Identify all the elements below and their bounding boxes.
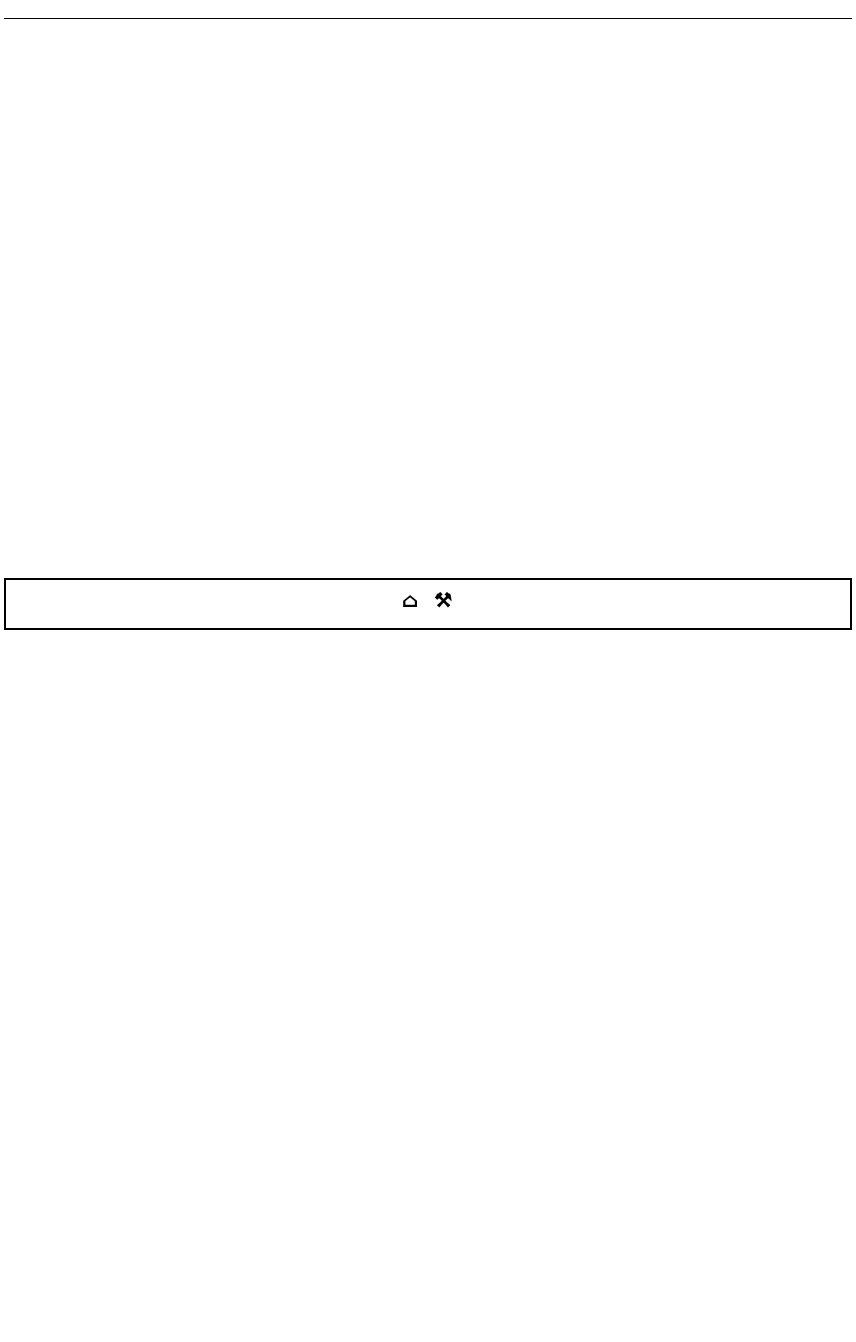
- service-guide-section: [4, 634, 852, 1338]
- tools-icon: ⚒: [434, 588, 455, 612]
- help-wanted-section: [4, 20, 852, 576]
- masthead: [4, 4, 852, 19]
- house-icon: ⌂: [401, 588, 421, 612]
- home-service-guide-banner: [4, 578, 852, 630]
